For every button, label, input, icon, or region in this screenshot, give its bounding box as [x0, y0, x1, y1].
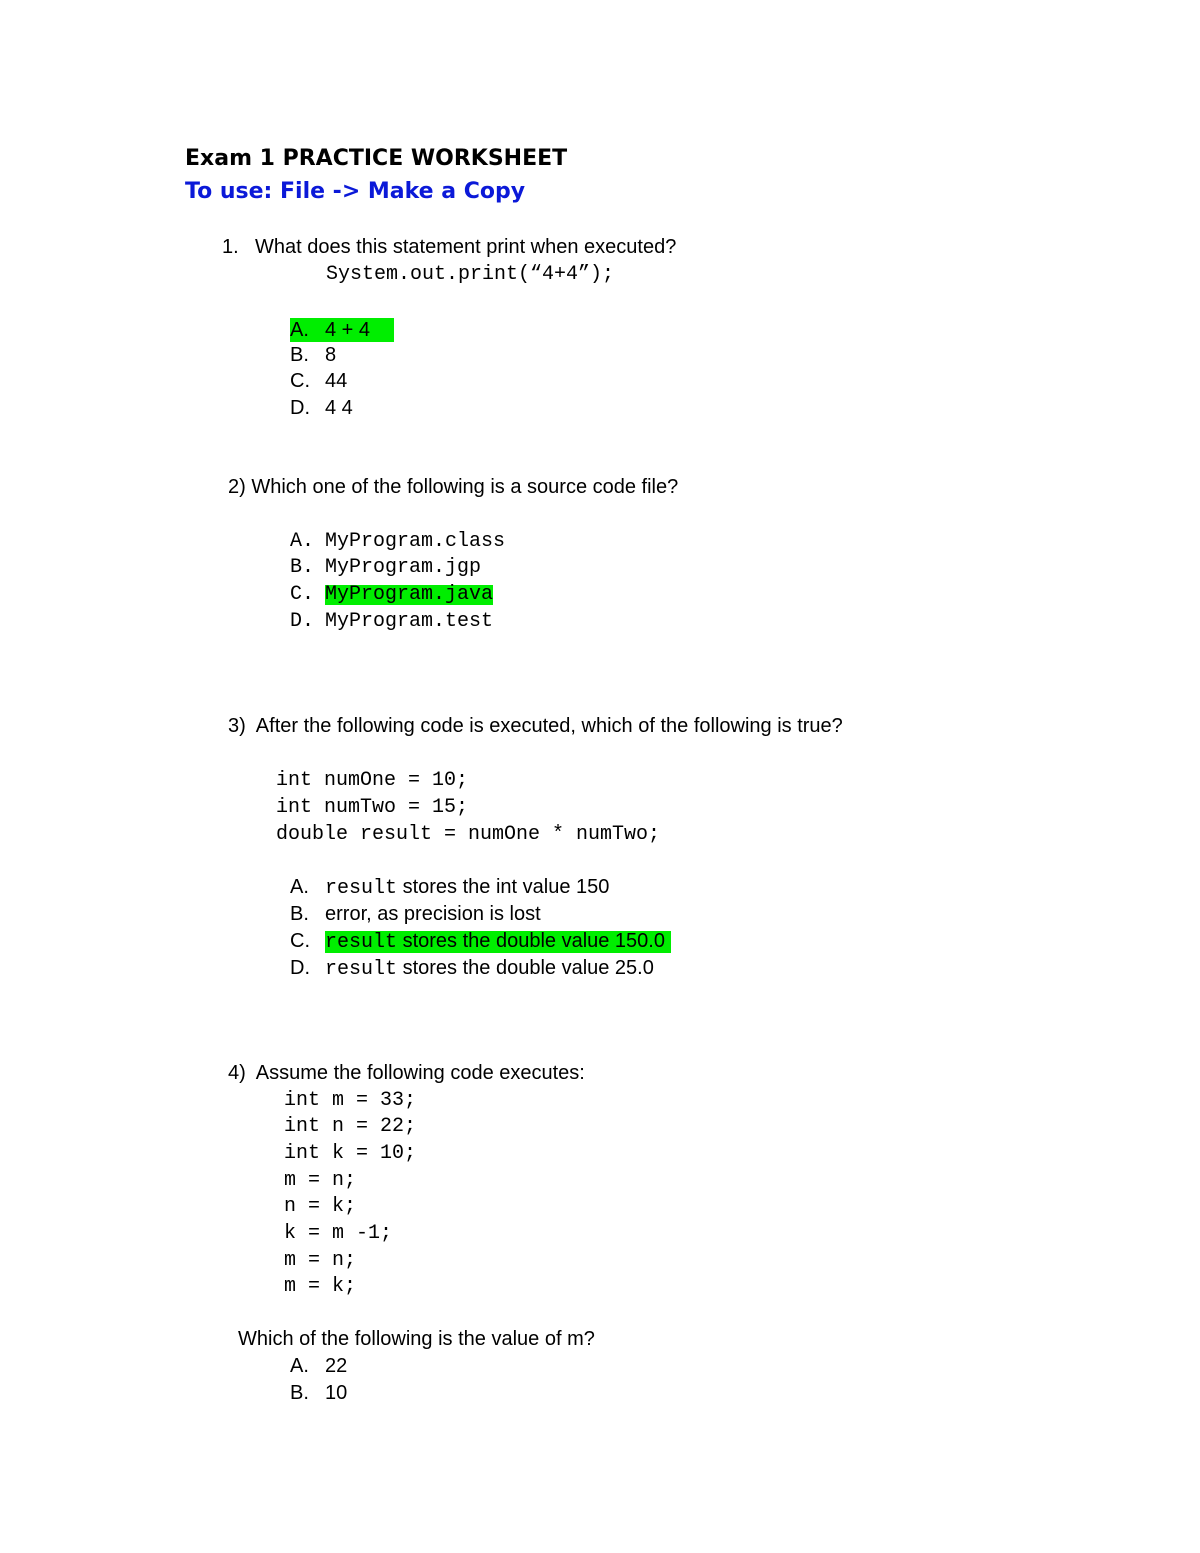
option-text: MyProgram.class — [325, 530, 506, 553]
option-letter: B. — [290, 556, 315, 579]
q2-option-a — [290, 532, 505, 552]
q1-code: System.out.print(“4+4”); — [326, 263, 615, 286]
q3-option-d — [290, 958, 654, 980]
q3-code-line: int numTwo = 15; — [276, 796, 469, 819]
option-letter: D. — [290, 957, 310, 979]
q4-option-a — [290, 1356, 347, 1376]
option-letter: D. — [290, 610, 315, 633]
q1-option-a — [290, 318, 394, 342]
option-text: error, as precision is lost — [325, 903, 541, 925]
q2-option-c — [290, 585, 493, 605]
option-code: result — [325, 931, 398, 954]
option-letter: C. — [290, 930, 310, 952]
option-text: MyProgram.jgp — [325, 556, 482, 579]
q4-code-line: k = m -1; — [284, 1222, 393, 1245]
q4-code-line: m = n; — [284, 1169, 357, 1192]
option-code: result — [325, 877, 398, 900]
option-text: MyProgram.test — [325, 610, 494, 633]
q3-option-c — [290, 931, 671, 953]
q1-number: 1. — [222, 236, 239, 258]
option-highlight — [325, 931, 671, 953]
option-text: stores the double value 150.0 — [397, 930, 665, 952]
option-text: stores the double value 25.0 — [397, 957, 654, 979]
q3-option-b — [290, 904, 541, 924]
q1-option-b — [290, 345, 336, 365]
option-letter: A. — [290, 876, 309, 898]
q4-code-line: int k = 10; — [284, 1142, 417, 1165]
q1-option-c — [290, 371, 347, 391]
option-text: 4 + 4 — [325, 319, 371, 341]
option-text: 4 4 — [325, 397, 353, 419]
option-letter: D. — [290, 397, 310, 419]
option-letter: A. — [290, 319, 309, 341]
option-text: stores the int value 150 — [397, 876, 610, 898]
q2-option-b — [290, 558, 481, 578]
q4-question: Which of the following is the value of m? — [238, 1328, 595, 1350]
option-text: 8 — [325, 344, 337, 366]
option-text: 44 — [325, 370, 348, 392]
q3-code-line: int numOne = 10; — [276, 769, 469, 792]
page-subtitle: To use: File -> Make a Copy — [185, 179, 526, 204]
q3-code-line: double result = numOne * numTwo; — [276, 823, 661, 846]
q2-prompt: 2) Which one of the following is a source code file? — [228, 476, 679, 498]
option-letter: A. — [290, 1355, 309, 1377]
q1-prompt: What does this statement print when executed? — [255, 236, 677, 258]
q3-option-a — [290, 877, 609, 899]
q4-code-line: m = n; — [284, 1249, 357, 1272]
q1-option-d — [290, 398, 353, 418]
q4-code-line: n = k; — [284, 1195, 357, 1218]
option-letter: A. — [290, 530, 315, 553]
option-text: MyProgram.java — [325, 583, 494, 606]
option-letter: B. — [290, 344, 309, 366]
option-text: 10 — [325, 1382, 348, 1404]
page-title: Exam 1 PRACTICE WORKSHEET — [185, 146, 568, 171]
q4-prompt: 4) Assume the following code executes: — [228, 1062, 585, 1084]
q2-option-d — [290, 612, 493, 632]
option-text: 22 — [325, 1355, 348, 1377]
q4-code-line: int n = 22; — [284, 1115, 417, 1138]
q3-prompt: 3) After the following code is executed, which of the following is true? — [228, 715, 843, 737]
q4-code-line: int m = 33; — [284, 1089, 417, 1112]
option-letter: B. — [290, 1382, 309, 1404]
option-letter: C. — [290, 583, 315, 606]
option-letter: B. — [290, 903, 309, 925]
option-code: result — [325, 958, 398, 981]
option-letter: C. — [290, 370, 310, 392]
q4-option-b — [290, 1383, 347, 1403]
q4-code-line: m = k; — [284, 1275, 357, 1298]
